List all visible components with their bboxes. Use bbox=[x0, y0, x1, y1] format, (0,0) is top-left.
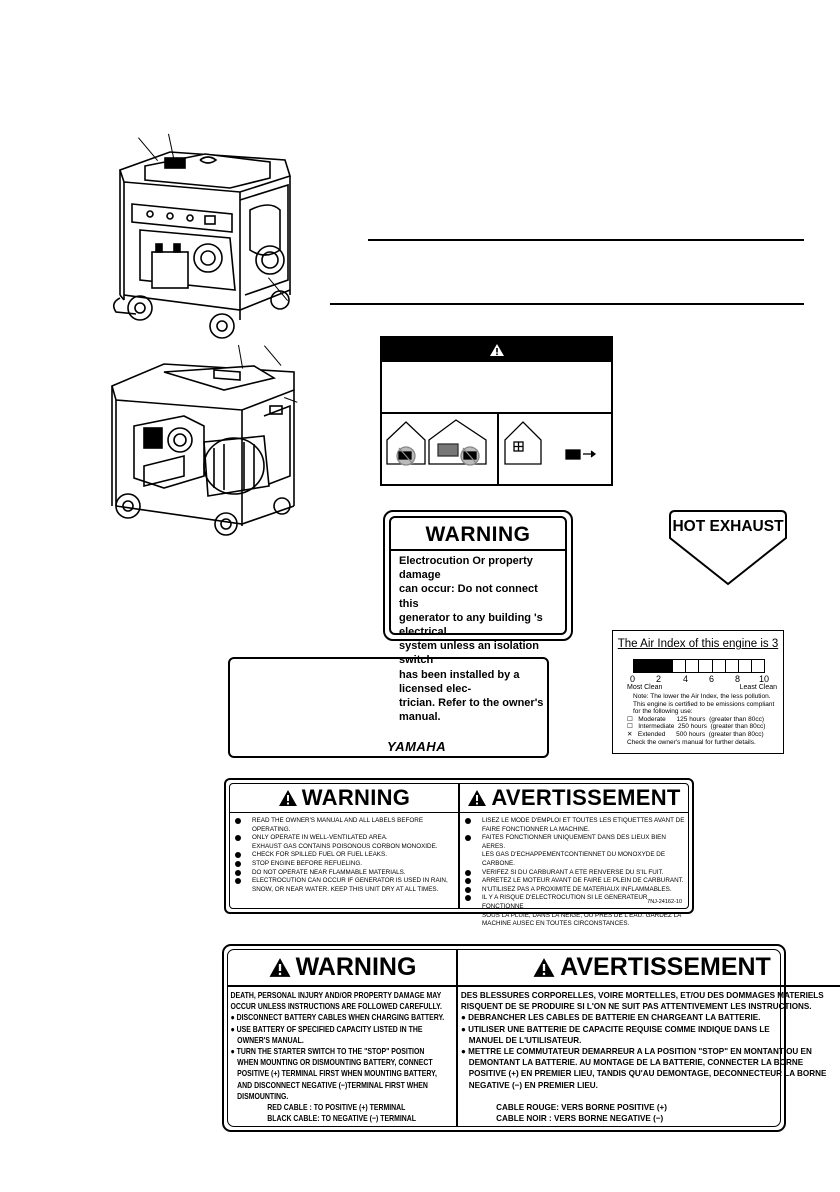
warning-item bbox=[482, 877, 688, 886]
bullet-icon bbox=[465, 878, 471, 884]
warning-text-line: NEGATIVE (−) EN PREMIER LIEU. bbox=[468, 1079, 598, 1090]
warning-text-line: ● DISCONNECT BATTERY CABLES WHEN CHARGING BATTERY. bbox=[230, 1012, 445, 1023]
warning-small-fr-header bbox=[460, 784, 688, 813]
warning-small-en-title: WARNING bbox=[301, 785, 411, 810]
bullet-icon bbox=[465, 835, 471, 841]
warning-small-en-list bbox=[230, 817, 458, 894]
air-index-tick: 10 bbox=[759, 674, 770, 684]
air-index-tick: 4 bbox=[683, 674, 689, 684]
air-index-notes bbox=[627, 693, 781, 746]
yamaha-logo: YAMAHA bbox=[387, 739, 447, 754]
warning-item-line: CARBONE. bbox=[482, 859, 515, 867]
warning-small-en-header bbox=[230, 784, 458, 813]
hot-exhaust-label bbox=[666, 508, 790, 588]
warning-item bbox=[252, 877, 458, 894]
warning-item-line: LISEZ LE MODE D'EMPLOI ET TOUTES LES ETIQUETTES AVANT DE bbox=[482, 817, 685, 824]
warning-text-line: DISMOUNTING. bbox=[237, 1090, 289, 1101]
warning-triangle-icon bbox=[489, 343, 505, 357]
warning-small-english bbox=[230, 784, 458, 908]
co-label-header bbox=[382, 338, 611, 362]
air-index-note: ☐ Moderate 125 hours (greater than 80cc) bbox=[627, 715, 764, 723]
elec-warning-line: trician. Refer to the owner's manual. bbox=[399, 697, 544, 724]
warning-small-fr-title: AVERTISSEMENT bbox=[491, 785, 681, 810]
warning-item bbox=[252, 860, 458, 869]
warning-text-line: BLACK CABLE: TO NEGATIVE (−) TERMINAL bbox=[267, 1113, 417, 1124]
warning-large-fr-title: AVERTISSEMENT bbox=[560, 953, 771, 981]
warning-item-line: STOP ENGINE BEFORE REFUELING. bbox=[252, 859, 362, 867]
warning-text-line: ● METTRE LE COMMUTATEUR DEMARREUR A LA POSITION "STOP" EN MONTANT OU EN bbox=[460, 1046, 812, 1057]
bullet-icon bbox=[235, 870, 241, 876]
warning-item bbox=[482, 834, 688, 868]
bullet-icon bbox=[235, 818, 241, 824]
air-index-note: ☐ Intermediate 250 hours (greater than 80cc) bbox=[627, 723, 766, 731]
co-label-outdoor-panel bbox=[499, 414, 611, 484]
air-index-tick: 8 bbox=[735, 674, 741, 684]
air-index-cell bbox=[699, 660, 712, 672]
air-index-cell bbox=[647, 660, 660, 672]
warning-text-line: CABLE NOIR : VERS BORNE NEGATIVE (−) bbox=[496, 1113, 664, 1124]
air-index-note: Check the owner's manual for further details. bbox=[627, 738, 756, 746]
warning-small-french bbox=[458, 784, 688, 928]
warning-item bbox=[482, 869, 688, 878]
warning-triangle-icon bbox=[532, 957, 556, 978]
bullet-icon bbox=[465, 895, 471, 901]
warning-triangle-icon bbox=[467, 789, 487, 807]
bullet-icon bbox=[235, 852, 241, 858]
air-index-numbers bbox=[630, 675, 770, 684]
warning-large-fr-header bbox=[458, 950, 840, 987]
co-label-prohibited-panel bbox=[382, 414, 499, 484]
warning-label-large bbox=[222, 944, 827, 1132]
warning-large-french bbox=[458, 950, 840, 1126]
warning-item-line: ONLY OPERATE IN WELL-VENTILATED AREA. bbox=[252, 834, 388, 842]
air-index-cell bbox=[686, 660, 699, 672]
warning-item-line: N'UTILISEZ PAS A PROXIMITE DE MATERIAUX INFLAMMABLES. bbox=[482, 885, 672, 893]
warning-item-line: FAITES FONCTIONNER UNIQUEMENT DANS DES LIEUX BIEN AERES. bbox=[482, 834, 666, 850]
air-index-note: Note: The lower the Air Index, the less pollution. bbox=[633, 693, 771, 700]
elec-warning-line: system unless an isolation switch bbox=[399, 640, 539, 667]
warning-item-line: ELECTROCUTION CAN OCCUR IF GENERATOR IS USED IN RAIN, bbox=[252, 877, 448, 885]
elec-warning-line: can occur: Do not connect this bbox=[399, 583, 538, 610]
rule-bottom bbox=[330, 303, 804, 305]
warning-text-line: DEMONTANT LA BATTERIE. AU MONTAGE DE LA BATTERIE, CONNECTER LA BORNE bbox=[468, 1057, 804, 1068]
bullet-icon bbox=[235, 861, 241, 867]
warning-text-line: ● TURN THE STARTER SWITCH TO THE "STOP" POSITION bbox=[230, 1046, 425, 1057]
warning-large-english bbox=[228, 950, 458, 1126]
air-index-tick: 2 bbox=[656, 674, 662, 684]
warning-large-fr-text bbox=[458, 987, 837, 1124]
warning-text-line: CABLE ROUGE: VERS BORNE POSITIVE (+) bbox=[496, 1102, 668, 1113]
warning-item-line: EXHAUST GAS CONTAINS POISONOUS CORBON MONOXIDE. bbox=[252, 842, 438, 850]
bullet-icon bbox=[465, 818, 471, 824]
warning-text-line: POSITIVE (+) TERMINAL FIRST WHEN MOUNTING BATTERY, bbox=[237, 1068, 437, 1079]
air-index-title: The Air Index of this engine is 3 bbox=[617, 638, 779, 650]
air-index-scale bbox=[633, 659, 765, 673]
warning-item bbox=[482, 817, 688, 834]
air-index-tick: 0 bbox=[630, 674, 636, 684]
warning-small-part-code: 7NJ-24162-10 bbox=[647, 899, 682, 905]
generator-outdoor-icon bbox=[499, 414, 611, 480]
warning-text-line: ● UTILISER UNE BATTERIE DE CAPACITE REQUISE COMME INDIQUE DANS LE bbox=[460, 1023, 770, 1034]
warning-item-line: SNOW, OR NEAR WATER. KEEP THIS UNIT DRY AT ALL TIMES. bbox=[252, 885, 439, 893]
warning-text-line: POSITIVE (+) EN PREMIER LIEU, TANDIS QU'AU DEMONTAGE, DECONNECTEUR LA BORNE bbox=[468, 1068, 827, 1079]
warning-text-line: ● USE BATTERY OF SPECIFIED CAPACITY LISTED IN THE bbox=[230, 1023, 423, 1034]
warning-text-line: MANUEL DE L'UTILISATEUR. bbox=[468, 1034, 582, 1045]
air-index-cell bbox=[752, 660, 764, 672]
warning-item bbox=[252, 817, 458, 834]
warning-item-line: MACHINE AUSEC EN TOUTES CIRCONSTANCES. bbox=[482, 920, 630, 928]
bullet-icon bbox=[465, 870, 471, 876]
co-label-body bbox=[382, 362, 611, 414]
generator-rear-illustration bbox=[104, 356, 304, 536]
warning-text-line: DES BLESSURES CORPORELLES, VOIRE MORTELLES, ET/OU DES DOMMAGES MATERIELS bbox=[460, 990, 824, 1000]
air-index-note: This engine is certified to be emissions compliant bbox=[633, 700, 775, 708]
warning-large-en-header bbox=[228, 950, 456, 987]
warning-item bbox=[252, 851, 458, 860]
warning-text-line: DEATH, PERSONAL INJURY AND/OR PROPERTY DAMAGE MAY bbox=[230, 990, 442, 1000]
warning-item-line: READ THE OWNER'S MANUAL AND ALL LABELS BEFORE bbox=[252, 817, 424, 824]
rule-top bbox=[368, 239, 804, 241]
warning-triangle-icon bbox=[278, 789, 298, 807]
air-index-least: Least Clean bbox=[739, 684, 777, 691]
warning-item-line: ARRETEZ LE MOTEUR AVANT DE FAIRE LE PLEIN DE CARBURANT. bbox=[482, 877, 684, 885]
warning-text-line: RED CABLE : TO POSITIVE (+) TERMINAL bbox=[267, 1102, 406, 1113]
air-index-cell bbox=[660, 660, 673, 672]
elec-warning-line: generator to any building 's electrical bbox=[399, 611, 543, 639]
warning-item-line: VERIFEZ SI DU CARBURANT A ETE RENVERSE DU S'IL FUIT. bbox=[482, 868, 664, 876]
warning-text-line: WHEN MOUNTING OR DISMOUNTING BATTERY, CONNECT bbox=[237, 1057, 433, 1068]
warning-text-line: ● DEBRANCHER LES CABLES DE BATTERIE EN CHARGEANT LA BATTERIE. bbox=[460, 1012, 761, 1023]
carbon-monoxide-label bbox=[380, 336, 613, 486]
yamaha-label bbox=[228, 657, 549, 758]
warning-item-line: IL Y A RISQUE D'ELECTROCUTION SI LE GENERATEUR FONCTIONNE bbox=[482, 894, 648, 910]
air-index-cell bbox=[726, 660, 739, 672]
warning-item-line: CHECK FOR SPILLED FUEL OR FUEL LEAKS. bbox=[252, 851, 387, 859]
air-index-cell bbox=[739, 660, 752, 672]
bullet-icon bbox=[235, 835, 241, 841]
air-index-note: ✕ Extended 500 hours (greater than 80cc) bbox=[627, 730, 764, 738]
air-index-cell bbox=[634, 660, 647, 672]
warning-item-line: FAIRE FONCTIONNER LA MACHINE. bbox=[482, 825, 590, 833]
warning-label-small bbox=[224, 778, 694, 928]
hot-exhaust-text: HOT EXHAUST bbox=[672, 518, 784, 535]
electrocution-warning-label bbox=[383, 510, 573, 724]
warning-text-line: AND DISCONNECT NEGATIVE (−)TERMINAL FIRST WHEN bbox=[237, 1079, 428, 1090]
generator-front-illustration bbox=[110, 130, 310, 340]
air-index-cell bbox=[713, 660, 726, 672]
warning-large-en-text bbox=[228, 987, 455, 1124]
air-index-most: Most Clean bbox=[627, 684, 663, 691]
air-index-label bbox=[612, 630, 784, 754]
warning-small-fr-list bbox=[460, 817, 688, 929]
house-no-generator-icon bbox=[382, 414, 495, 480]
bullet-icon bbox=[235, 878, 241, 884]
air-index-cell bbox=[673, 660, 686, 672]
elec-warning-line: Electrocution Or property damage bbox=[399, 555, 533, 582]
air-index-ends bbox=[627, 684, 777, 692]
warning-item bbox=[252, 869, 458, 878]
elec-warning-line: has been installed by a licensed elec- bbox=[399, 668, 520, 695]
warning-text-line bbox=[461, 1091, 834, 1102]
warning-triangle-icon bbox=[268, 957, 292, 978]
air-index-note: for the following use: bbox=[633, 708, 693, 716]
elec-warning-title: WARNING bbox=[391, 524, 565, 551]
warning-item bbox=[252, 834, 458, 851]
warning-item bbox=[482, 886, 688, 895]
bullet-icon bbox=[465, 887, 471, 893]
warning-item-line: LES GAS D'ECHAPPEMENTCONTIENNET DU MONOXYDE DE bbox=[482, 851, 666, 859]
warning-item-line: SOUS LA PLUIE, DANS LA NEIGE, OU PRES DE L'EAU. GARDEZ LA bbox=[482, 911, 682, 919]
warning-item-line: OPERATING. bbox=[252, 825, 291, 833]
warning-large-en-title: WARNING bbox=[295, 953, 417, 981]
air-index-tick: 6 bbox=[709, 674, 715, 684]
warning-item-line: DO NOT OPERATE NEAR FLAMMABLE MATERIALS. bbox=[252, 868, 406, 876]
warning-text-line: OCCUR UNLESS INSTRUCTIONS ARE FOLLOWED CAREFULLY. bbox=[230, 1001, 442, 1012]
warning-text-line: OWNER'S MANUAL. bbox=[237, 1034, 304, 1045]
warning-text-line: RISQUENT DE SE PRODUIRE SI L'ON NE SUIT PAS ATTENTIVEMENT LES INSTRUCTIONS. bbox=[460, 1001, 812, 1012]
